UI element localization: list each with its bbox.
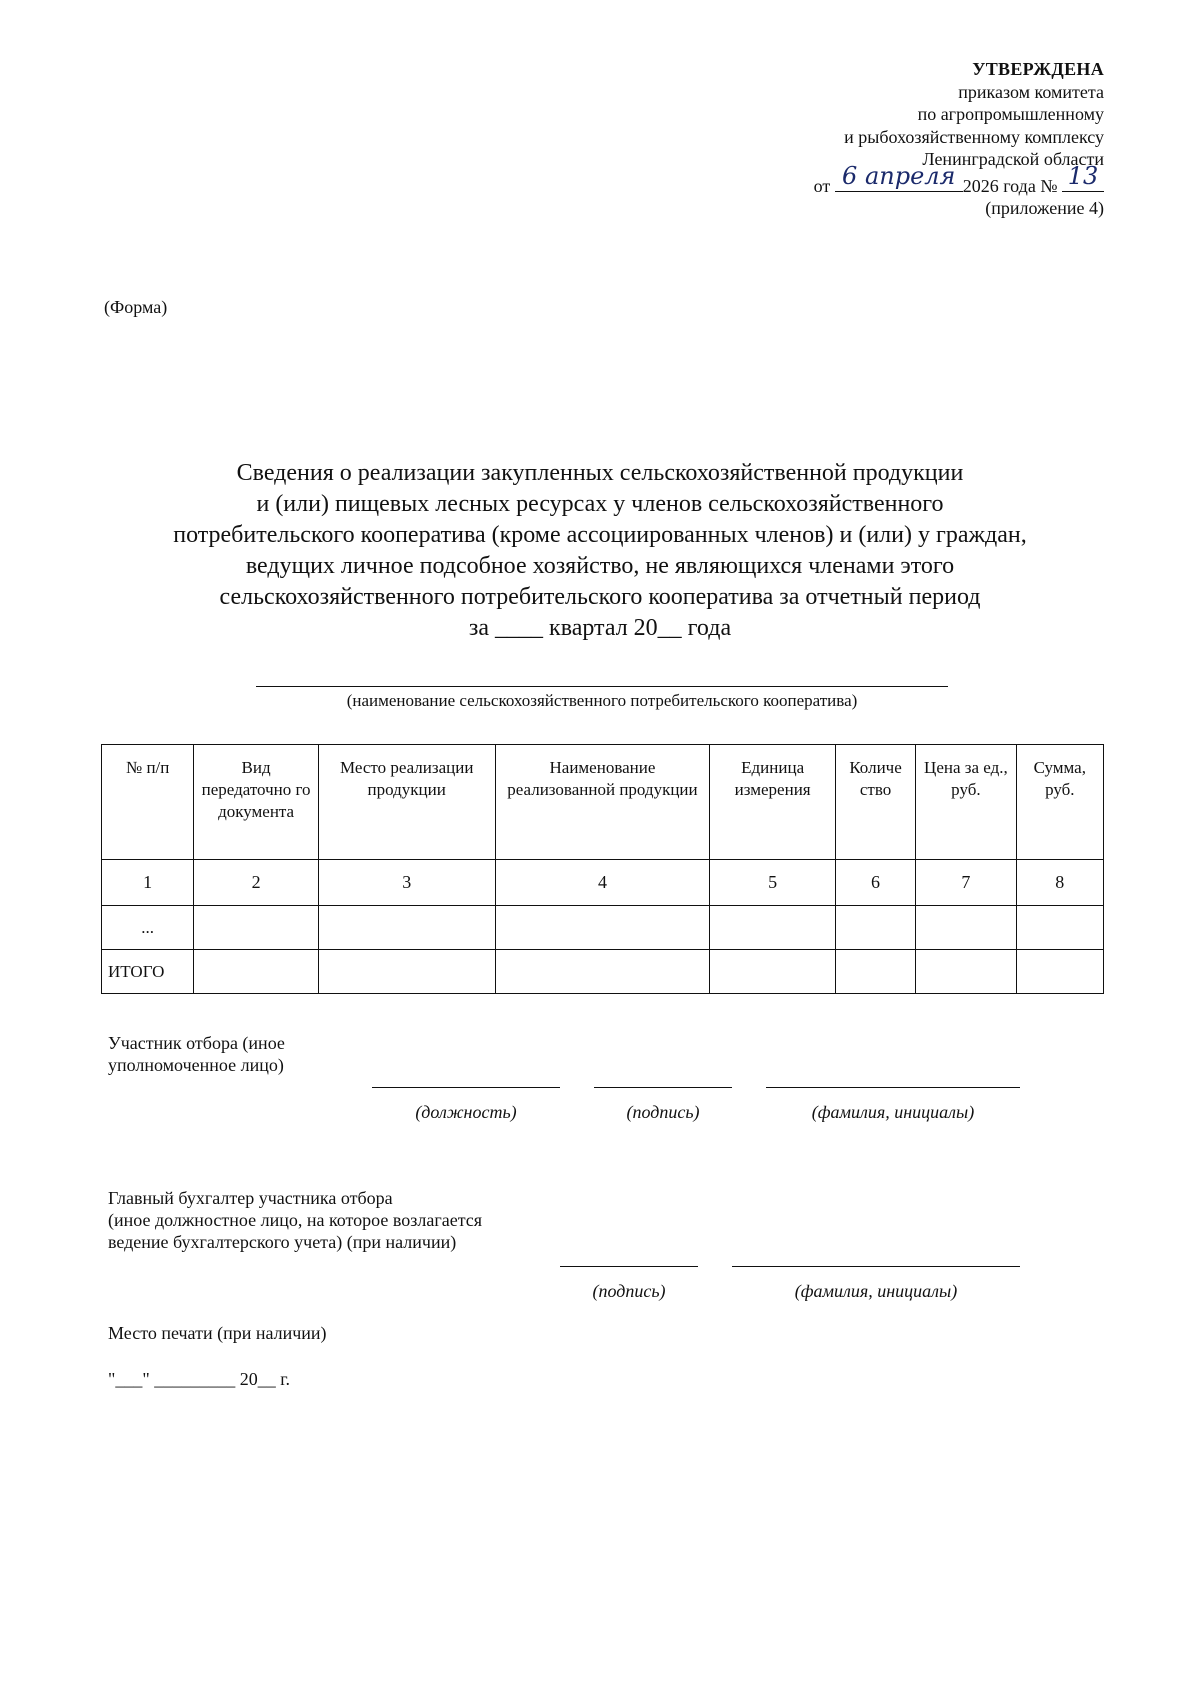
- table-cell[interactable]: [710, 950, 836, 994]
- column-number: 2: [194, 860, 318, 906]
- title-line-1: Сведения о реализации закупленных сельскохозяйственной продукции: [236, 460, 964, 486]
- table-cell[interactable]: [495, 906, 710, 950]
- column-number: 5: [710, 860, 836, 906]
- approval-line-3: и рыбохозяйственному комплексу: [844, 126, 1104, 147]
- accountant-name-caption: (фамилия, инициалы): [794, 1281, 958, 1301]
- approval-line-1: приказом комитета: [958, 81, 1104, 102]
- table-row: [102, 906, 1104, 950]
- participant-label: [108, 1032, 285, 1076]
- accountant-name-line[interactable]: [732, 1266, 1020, 1267]
- accountant-signature-caption: (подпись): [592, 1281, 666, 1301]
- title-line-2: и (или) пищевых лесных ресурсах у членов сельскохозяйственного: [256, 491, 944, 517]
- participant-position-line[interactable]: [372, 1087, 560, 1088]
- total-label: ИТОГО: [102, 950, 194, 994]
- table-header-row: [102, 745, 1104, 860]
- column-number-row: [102, 860, 1104, 906]
- approval-block: [684, 58, 1104, 220]
- column-number: 3: [318, 860, 495, 906]
- row-dots: ...: [102, 906, 194, 950]
- column-number: 4: [495, 860, 710, 906]
- accountant-label-line-1: Главный бухгалтер участника отбора: [108, 1188, 393, 1208]
- stamp-place: Место печати (при наличии): [108, 1323, 327, 1343]
- approval-line-4: Ленинградской области: [922, 149, 1104, 169]
- table-cell[interactable]: [1016, 950, 1103, 994]
- participant-signature-line[interactable]: [594, 1087, 732, 1088]
- handwritten-number: 13: [1067, 161, 1099, 190]
- accountant-label-line-3: ведение бухгалтерского учета) (при наличии): [108, 1232, 457, 1252]
- header-cell: Цена за ед., руб.: [916, 745, 1016, 860]
- accountant-signature-line[interactable]: [560, 1266, 698, 1267]
- participant-position-caption: (должность): [415, 1102, 517, 1122]
- table-cell[interactable]: [318, 906, 495, 950]
- org-name-line[interactable]: [256, 686, 948, 687]
- header-cell: № п/п: [102, 745, 194, 860]
- table-cell[interactable]: [194, 950, 318, 994]
- date-line: "___" _________ 20__ г.: [108, 1369, 291, 1389]
- table-cell[interactable]: [916, 906, 1016, 950]
- table-cell[interactable]: [495, 950, 710, 994]
- approval-title: УТВЕРЖДЕНА: [972, 59, 1104, 79]
- org-name-caption: (наименование сельскохозяйственного потребительского кооператива): [346, 691, 858, 710]
- approval-date-line: [684, 161, 1104, 198]
- total-row: [102, 950, 1104, 994]
- table-cell[interactable]: [1016, 906, 1103, 950]
- header-cell: Количе ство: [835, 745, 915, 860]
- column-number: 6: [835, 860, 915, 906]
- table-cell[interactable]: [710, 906, 836, 950]
- form-label: (Форма): [104, 297, 168, 317]
- header-cell: Сумма, руб.: [1016, 745, 1103, 860]
- participant-signature-caption: (подпись): [626, 1102, 700, 1122]
- table-cell[interactable]: [835, 950, 915, 994]
- title-line-6: за ____ квартал 20__ года: [468, 615, 732, 641]
- date-prefix: от: [813, 175, 831, 196]
- approval-appendix: (приложение 4): [985, 198, 1104, 218]
- number-field: [1062, 161, 1104, 192]
- column-number: 8: [1016, 860, 1103, 906]
- accountant-label-line-2: (иное должностное лицо, на которое возлагается: [108, 1210, 483, 1230]
- title-line-5: сельскохозяйственного потребительского кооператива за отчетный период: [219, 584, 981, 610]
- table-cell[interactable]: [194, 906, 318, 950]
- header-cell: Вид передаточно го документа: [194, 745, 318, 860]
- table-cell[interactable]: [835, 906, 915, 950]
- participant-name-line[interactable]: [766, 1087, 1020, 1088]
- header-cell: Наименование реализованной продукции: [495, 745, 710, 860]
- column-number: 7: [916, 860, 1016, 906]
- document-title: [60, 458, 1140, 644]
- accountant-label: [108, 1187, 482, 1253]
- date-field: [835, 161, 963, 192]
- title-line-4: ведущих личное подсобное хозяйство, не являющихся членами этого: [245, 553, 955, 579]
- date-suffix: 2026 года №: [962, 175, 1058, 196]
- participant-label-line-2: уполномоченное лицо): [108, 1055, 284, 1075]
- header-cell: Место реализации продукции: [318, 745, 495, 860]
- participant-name-caption: (фамилия, инициалы): [811, 1102, 975, 1122]
- header-cell: Единица измерения: [710, 745, 836, 860]
- approval-line-2: по агропромышленному: [917, 104, 1104, 124]
- table-cell[interactable]: [318, 950, 495, 994]
- table-cell[interactable]: [916, 950, 1016, 994]
- title-line-3: потребительского кооператива (кроме ассоциированных членов) и (или) у граждан,: [173, 522, 1027, 548]
- column-number: 1: [102, 860, 194, 906]
- sales-table: [101, 744, 1104, 994]
- participant-label-line-1: Участник отбора (иное: [108, 1033, 285, 1053]
- handwritten-date: 6 апреля: [842, 161, 956, 190]
